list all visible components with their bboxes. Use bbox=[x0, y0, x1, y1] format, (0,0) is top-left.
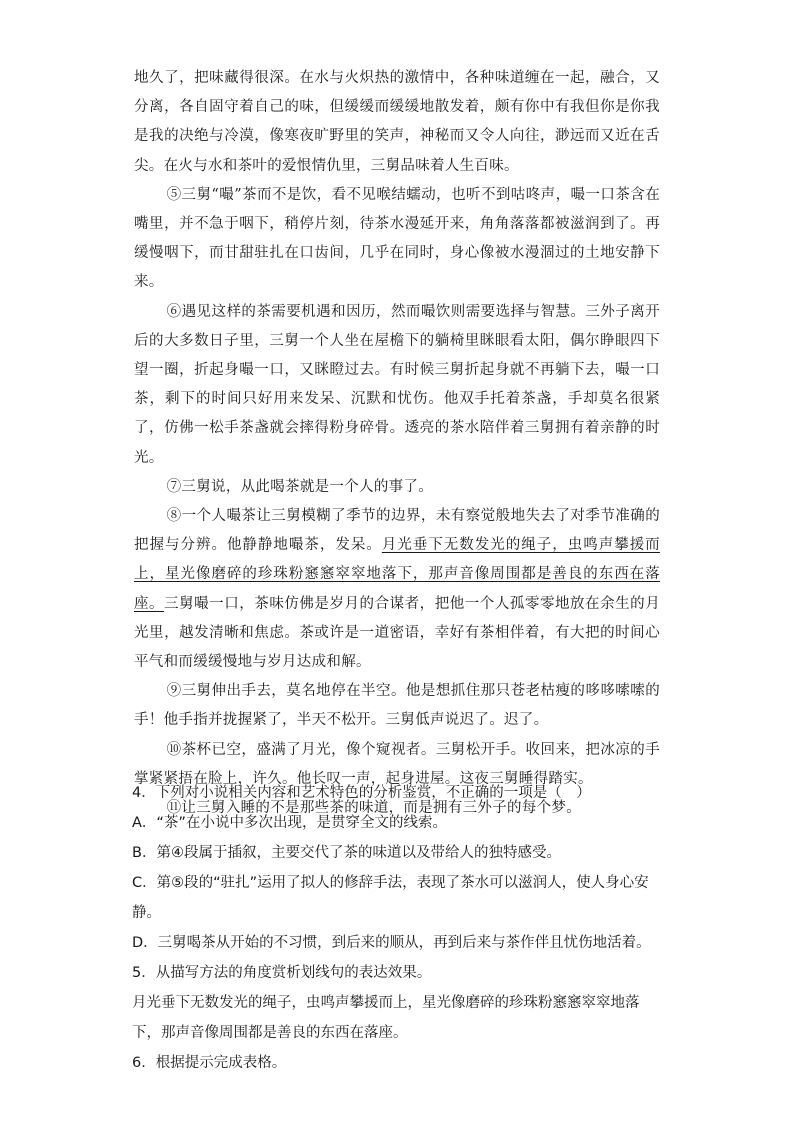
underlined-sentence: 月光垂下无数发光的绳子，虫鸣声攀援而上，星光像磨碎的珍珠粉窸窸窣窣地落下，那声音像周围都是善良的东西在落座。 bbox=[134, 537, 660, 612]
paragraph-6: ⑥遇见这样的茶需要机遇和因历，然而嘬饮则需要选择与智慧。三外子离开后的大多数日子里，三舅一个人坐在屋檐下的躺椅里眯眼看太阳，偶尔睁眼四下望一圈，折起身嘬一口，又眯瞪过去。有时候三舅折起身就不再躺下去，嘬一口茶，剩下的时间只好用来发呆、沉默和忧伤。他双手托着茶盏，手却莫名很紧了，仿佛一松手茶盏就会摔得粉身碎骨。透亮的茶水陪伴着三舅拥有着亲静的时光。 bbox=[134, 303, 660, 466]
question-6: 6．根据提示完成表格。 bbox=[132, 1055, 287, 1071]
paragraph-11: ⑪让三舅入睡的不是那些茶的味道，而是拥有三外子的每个梦。 bbox=[166, 800, 582, 817]
story-text bbox=[134, 64, 660, 823]
paragraph-8-after: 三舅嘬一口，茶味仿佛是岁月的合谋者，把他一个人孤零零地放在余生的月光里，越发清晰和焦虑。茶或许是一道密语，幸好有茶相伴着，有大把的时间心平气和而缓缓慢地与岁月达成和解。 bbox=[134, 595, 660, 671]
question-4-option-b: B．第④段属于插叙，主要交代了茶的味道以及带给人的独特感受。 bbox=[132, 845, 561, 861]
paragraph-9: ⑨三舅伸出手去，莫名地停在半空。他是想抓住那只苍老枯瘦的哆哆嗦嗦的手！他手指并拢握紧了，半天不松开。三舅低声说迟了。迟了。 bbox=[134, 683, 660, 729]
questions-section bbox=[132, 778, 666, 1078]
question-5: 5．从描写方法的角度赏析划线句的表达效果。 bbox=[132, 965, 432, 981]
paragraph-8-before: ⑧一个人嘬茶让三舅模糊了季节的边界，未有察觉般地失去了对季节准确的把握与分辨。他静静地嘬茶，发呆。 bbox=[134, 508, 660, 554]
paragraph-continued: 地久了，把味藏得很深。在水与火炽热的激情中，各种味道缠在一起，融合，又分离，各自固守着自己的味，但缓缓而缓缓地散发着，颇有你中有我但你是你我是我的决绝与冷漠，像寒夜旷野里的笑声，神秘而又令人向往，渺远而又近在舌尖。在火与水和茶叶的爱恨情仇里，三舅品味着人生百味。 bbox=[134, 70, 660, 174]
paragraph-7: ⑦三舅说，从此喝茶就是一个人的事了。 bbox=[166, 478, 434, 495]
question-4-option-d: D．三舅喝茶从开始的不习惯，到后来的顺从，再到后来与茶作伴且忧伤地活着。 bbox=[132, 935, 651, 951]
paragraph-8 bbox=[134, 502, 660, 677]
question-4-option-c: C．第⑤段的“驻扎”运用了拟人的修辞手法，表现了茶水可以滋润人，使人身心安静。 bbox=[132, 875, 649, 921]
paragraph-10: ⑩茶杯已空，盛满了月光，像个窥视者。三舅松开手。收回来，把冰凉的手掌紧紧捂在脸上，许久。他长叹一声，起身进屋。这夜三舅睡得踏实。 bbox=[134, 741, 660, 787]
question-5-quote: 月光垂下无数发光的绳子，虫鸣声攀援而上，星光像磨碎的珍珠粉窸窸窣窣地落下，那声音像周围都是善良的东西在落座。 bbox=[132, 995, 640, 1041]
question-4-option-a: A．“茶”在小说中多次出现，是贯穿全文的线索。 bbox=[132, 815, 447, 831]
paragraph-5: ⑤三舅“嘬”茶而不是饮，看不见喉结蠕动，也听不到咕咚声，嘬一口茶含在嘴里，并不急于咽下，稍停片刻，待茶水漫延开来，角角落落都被滋润到了。再缓慢咽下，而甘甜驻扎在口齿间，几乎在同时，身心像被水漫涸过的土地安静下来。 bbox=[134, 186, 660, 291]
question-4: 4．下列对小说相关内容和艺术特色的分析鉴赏，不正确的一项是（ ） bbox=[132, 785, 591, 801]
